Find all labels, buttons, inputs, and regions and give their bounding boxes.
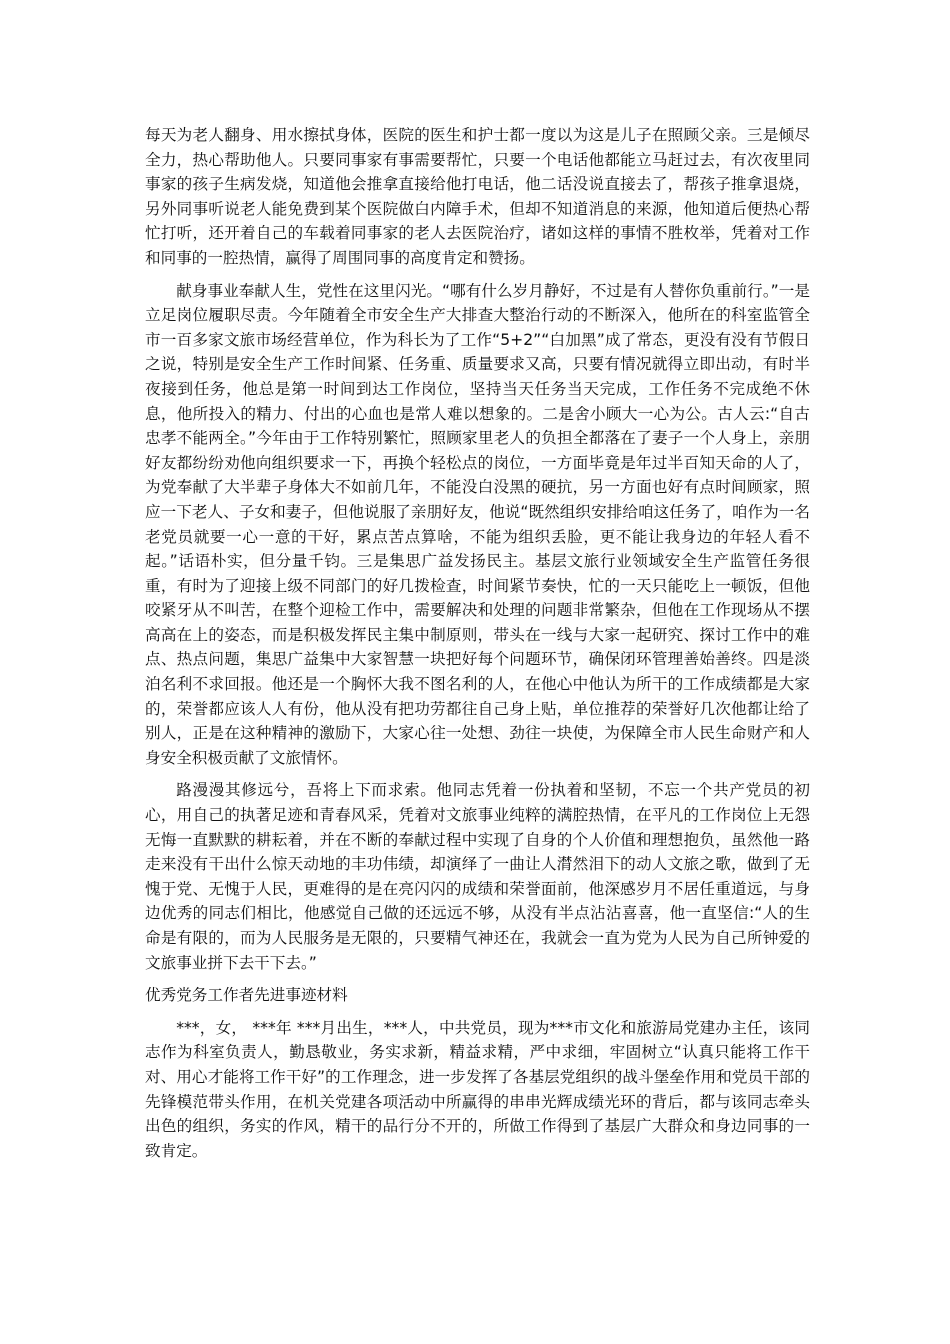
paragraph-conclusion: 路漫漫其修远兮，吾将上下而求索。他同志凭着一份执着和坚韧，不忘一个共产党员的初心，用自己的执著足迹和青春风采，凭着对文旅事业纯粹的满腔热情，在平凡的工作岗位上无怨无悔一直默默的耕耘着，并在不断的奉献过程中实现了自身的个人价值和理想抱负，虽然他一路走来没有干出什么惊天动地的丰功伟绩，却演绎了一曲让人潸然泪下的动人文旅之歌，做到了无愧于党、无愧于人民，更难得的是在亮闪闪的成绩和荣誉面前，他深感岁月不居任重道远，与身边优秀的同志们相比，他感觉自己做的还远远不够，从没有半点沾沾喜喜，他一直坚信:“人的生命是有限的，而为人民服务是无限的，只要精气神还在，我就会一直为党为人民为自己所钟爱的文旅事业拼下去干下去。” [145,781,810,972]
section-heading: 优秀党务工作者先进事迹材料 [145,986,348,1005]
paragraph-continuation: 每天为老人翻身、用水擦拭身体，医院的医生和护士都一度以为这是儿子在照顾父亲。三是倾尽全力，热心帮助他人。只要同事家有事需要帮忙，只要一个电话他都能立马赶过去，有次夜里同事家的孩子生病发烧，知道他会推拿直接给他打电话，他二话没说直接去了，帮孩子推拿退烧，另外同事听说老人能免费到某个医院做白内障手术，但却不知道消息的来源，他知道后便热心帮忙打听，还开着自己的车载着同事家的老人去医院治疗，诸如这样的事情不胜枚举，凭着对工作和同事的一腔热情，赢得了周围同事的高度肯定和赞扬。 [145,126,810,267]
document-body [145,123,810,1171]
paragraph-introduction: ***，女， ***年 ***月出生，***人，中共党员，现为***市文化和旅游局党建办主任，该同志作为科室负责人，勤恳敬业，务实求新，精益求精，严中求细，牢固树立“认真只能将工作干对、用心才能将工作干好”的工作理念，进一步发挥了各基层党组织的战斗堡垒作用和党员干部的先锋模范带头作用，在机关党建各项活动中所赢得的串串光辉成绩光环的背后，都与该同志牵头出色的组织，务实的作风，精干的品行分不开的，所做工作得到了基层广大群众和身边同事的一致肯定。 [145,1018,810,1160]
paragraph-dedication: 献身事业奉献人生，党性在这里闪光。“哪有什么岁月静好，不过是有人替你负重前行。”一是立足岗位履职尽责。今年随着全市安全生产大排查大整治行动的不断深入，他所在的科室监管全市一百多家文旅市场经营单位，作为科长为了工作“5+2”“白加黑”成了常态，更没有没有节假日之说，特别是安全生产工作时间紧、任务重、质量要求又高，只要有情况就得立即出动，有时半夜接到任务，他总是第一时间到达工作岗位，坚持当天任务当天完成，工作任务不完成绝不休息，他所投入的精力、付出的心血也是常人难以想象的。二是舍小顾大一心为公。古人云:“自古忠孝不能两全。”今年由于工作特别繁忙，照顾家里老人的负担全都落在了妻子一个人身上，亲朋好友都纷纷劝他向组织要求一下，再换个轻松点的岗位，一方面毕竟是年过半百知天命的人了，为党奉献了大半辈子身体大不如前几年，不能没白没黑的硬抗，另一方面也好有点时间顾家，照应一下老人、子女和妻子，但他说服了亲朋好友，他说“既然组织安排给咱这任务了，咱作为一名老党员就要一心一意的干好，累点苦点算啥，不能为组织丢脸，更不能让我身边的年轻人看不起。”话语朴实，但分量千钧。三是集思广益发扬民主。基层文旅行业领域安全生产监管任务很重，有时为了迎接上级不同部门的好几拨检查，时间紧节奏快，忙的一天只能吃上一顿饭，但他咬紧牙从不叫苦，在整个迎检工作中，需要解决和处理的问题非常繁杂，但他在工作现场从不摆高高在上的姿态，而是积极发挥民主集中制原则，带头在一线与大家一起研究、探讨工作中的难点、热点问题，集思广益集中大家智慧一块把好每个问题环节，确保闭环管理善始善终。四是淡泊名利不求回报。他还是一个胸怀大我不图名利的人，在他心中他认为所干的工作成绩都是大家的，荣誉都应该人人有份，他从没有把功劳都往自己身上贴，单位推荐的荣誉好几次他都让给了别人，正是在这种精神的激励下，大家心往一处想、劲往一块使，为保障全市人民生命财产和人身安全积极贡献了文旅情怀。 [145,281,810,767]
